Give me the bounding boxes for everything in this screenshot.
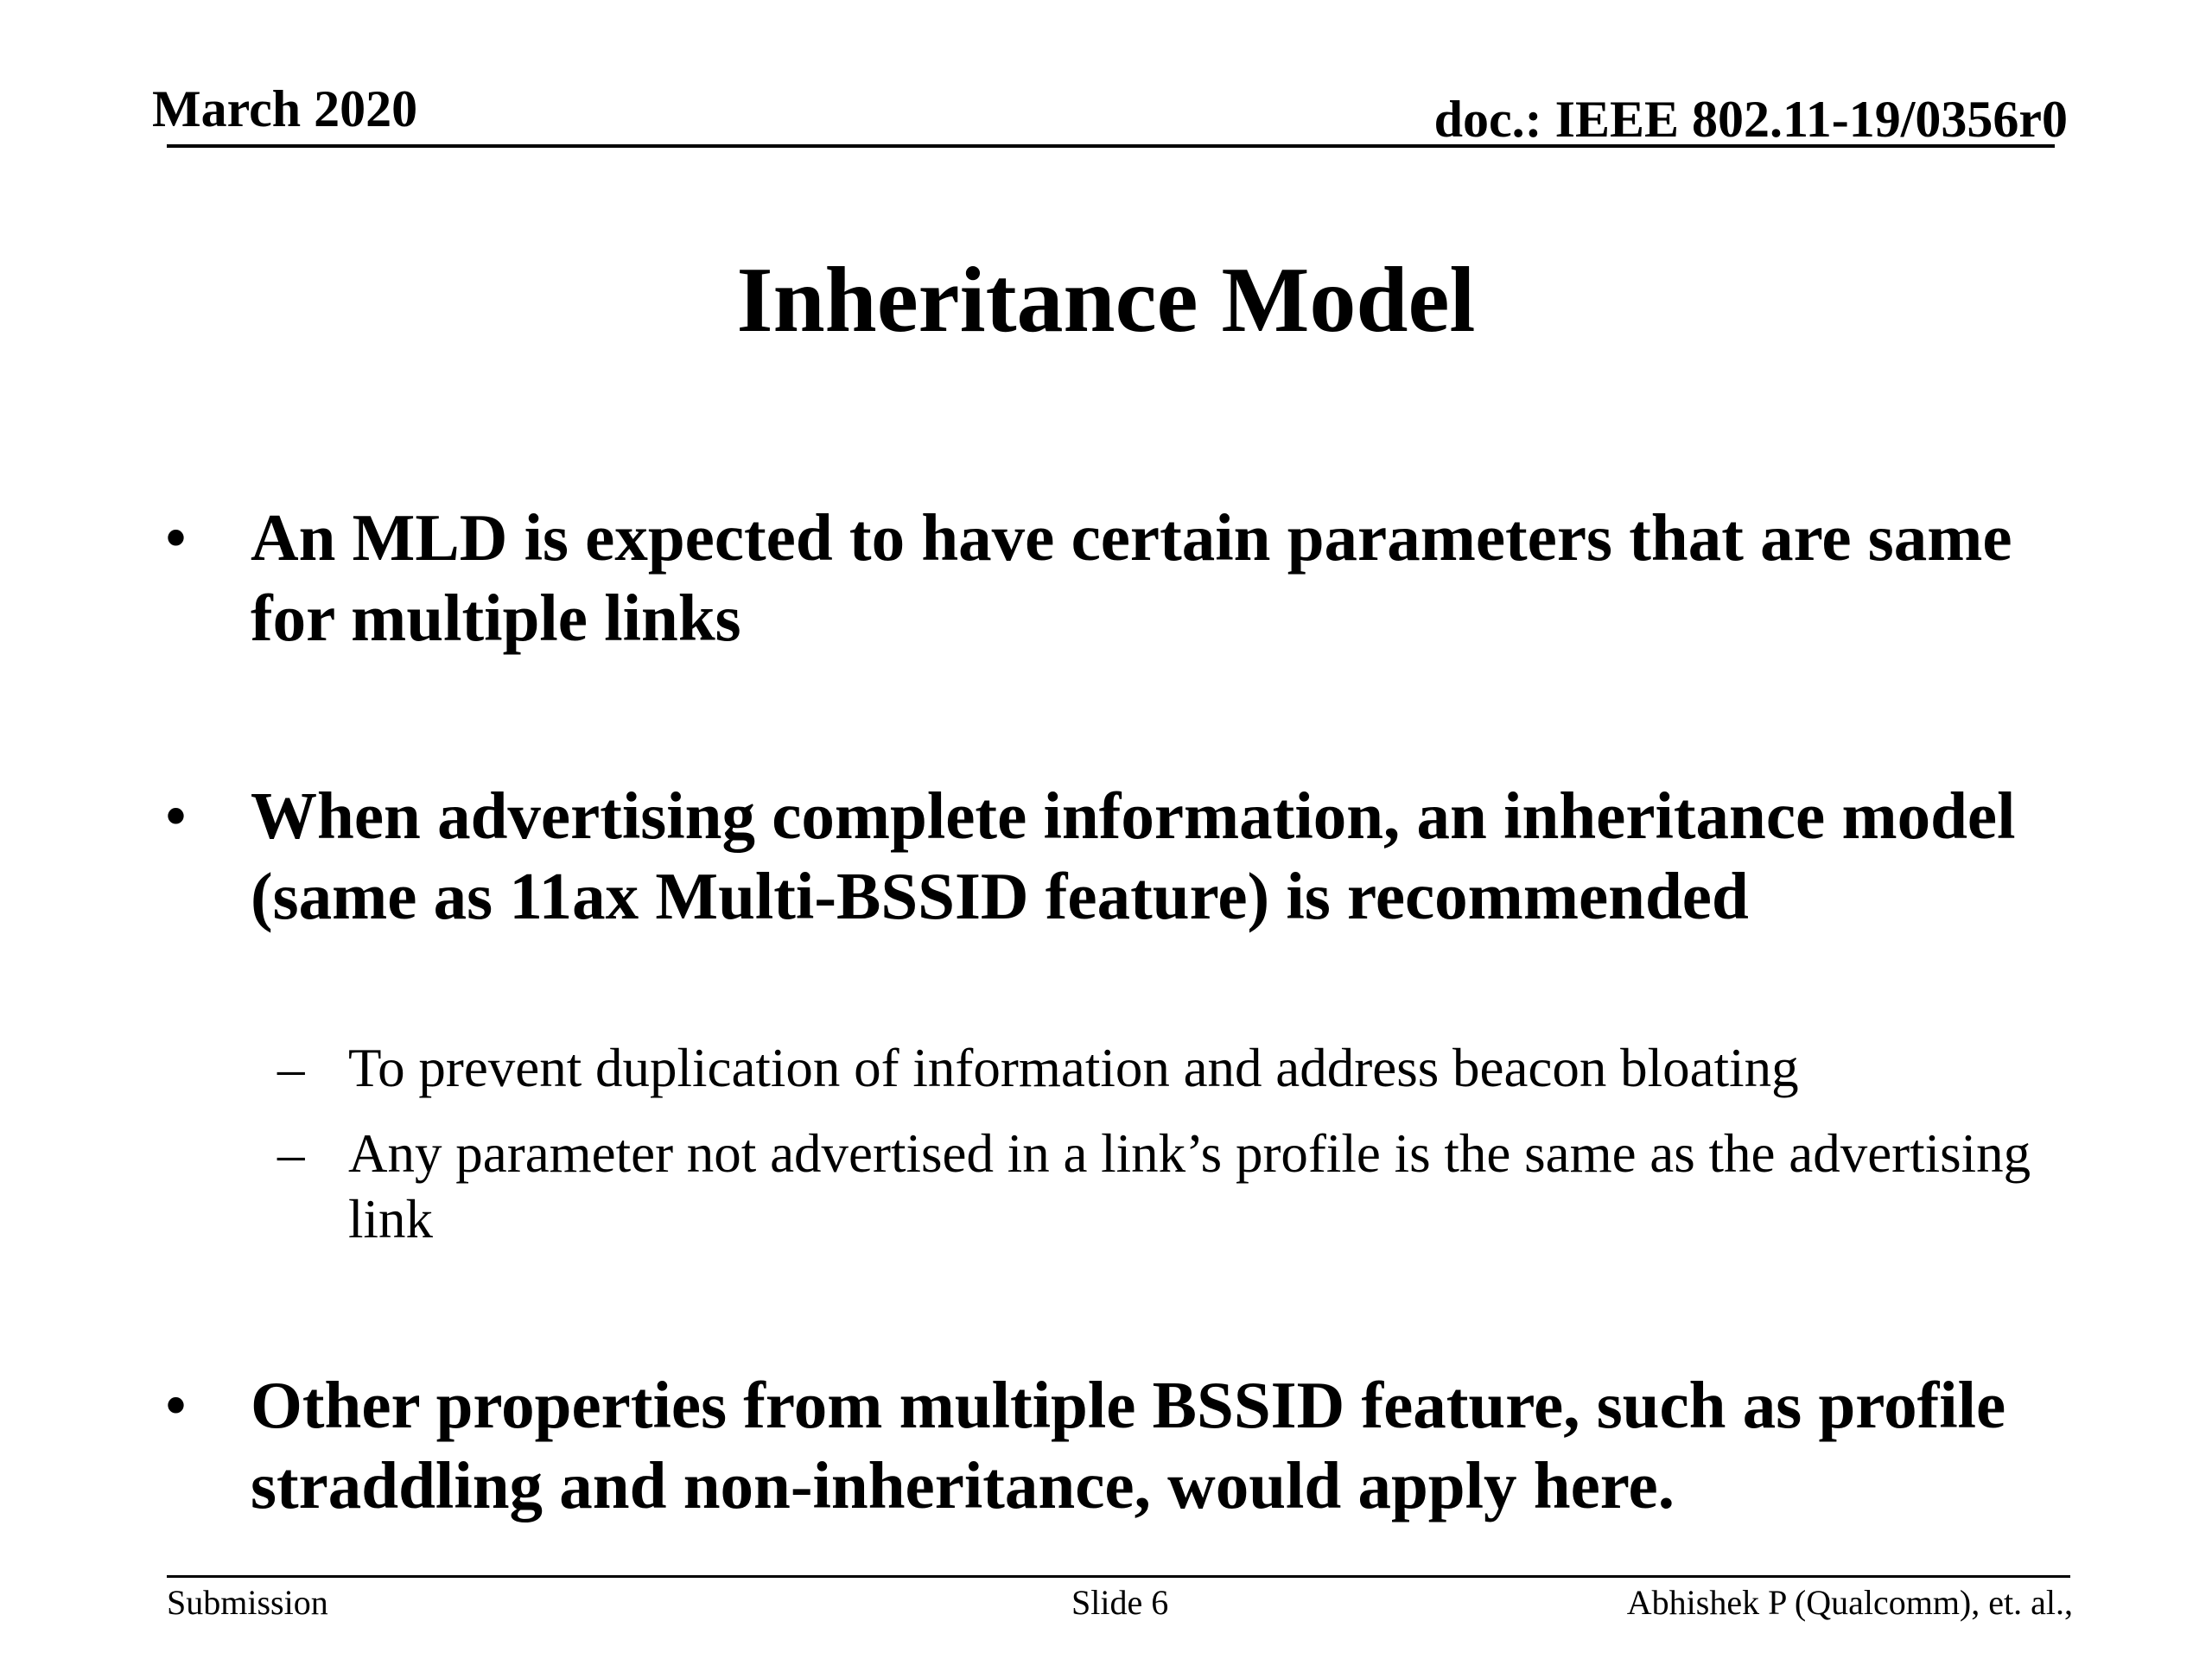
header-doc-number: doc.: IEEE 802.11-19/0356r0 [1433, 91, 2068, 148]
header-rule [167, 144, 2055, 148]
bullet-text: Other properties from multiple BSSID feature, such as profile straddling and non-inheritance, would apply here. [251, 1368, 2006, 1522]
footer-author: Abhishek P (Qualcomm), et. al., [1626, 1583, 2073, 1622]
sub-bullet-item [277, 1121, 2076, 1252]
slide-title: Inheritance Model [736, 249, 1476, 352]
bullet-text: When advertising complete information, an inheritance model (same as 11ax Multi-BSSID feature) is recommended [251, 779, 2016, 933]
footer-submission: Submission [167, 1583, 328, 1622]
sub-bullet-marker: – [277, 1123, 305, 1184]
footer-rule [167, 1575, 2070, 1578]
bullet-item [164, 1365, 2100, 1526]
bullet-marker: • [164, 779, 188, 853]
footer-slide-number: Slide 6 [1071, 1583, 1169, 1622]
bullet-item [164, 498, 2100, 658]
bullet-item [164, 776, 2100, 937]
bullet-marker: • [164, 1368, 188, 1442]
bullet-text: An MLD is expected to have certain parameters that are same for multiple links [251, 500, 2012, 655]
sub-bullet-text: Any parameter not advertised in a link’s profile is the same as the advertising link [348, 1123, 2031, 1249]
sub-bullet-text: To prevent duplication of information and address beacon bloating [348, 1038, 1799, 1098]
bullet-marker: • [164, 500, 188, 575]
sub-bullet-item [277, 1035, 2076, 1101]
sub-bullet-marker: – [277, 1038, 305, 1098]
header-date: March 2020 [152, 80, 418, 137]
